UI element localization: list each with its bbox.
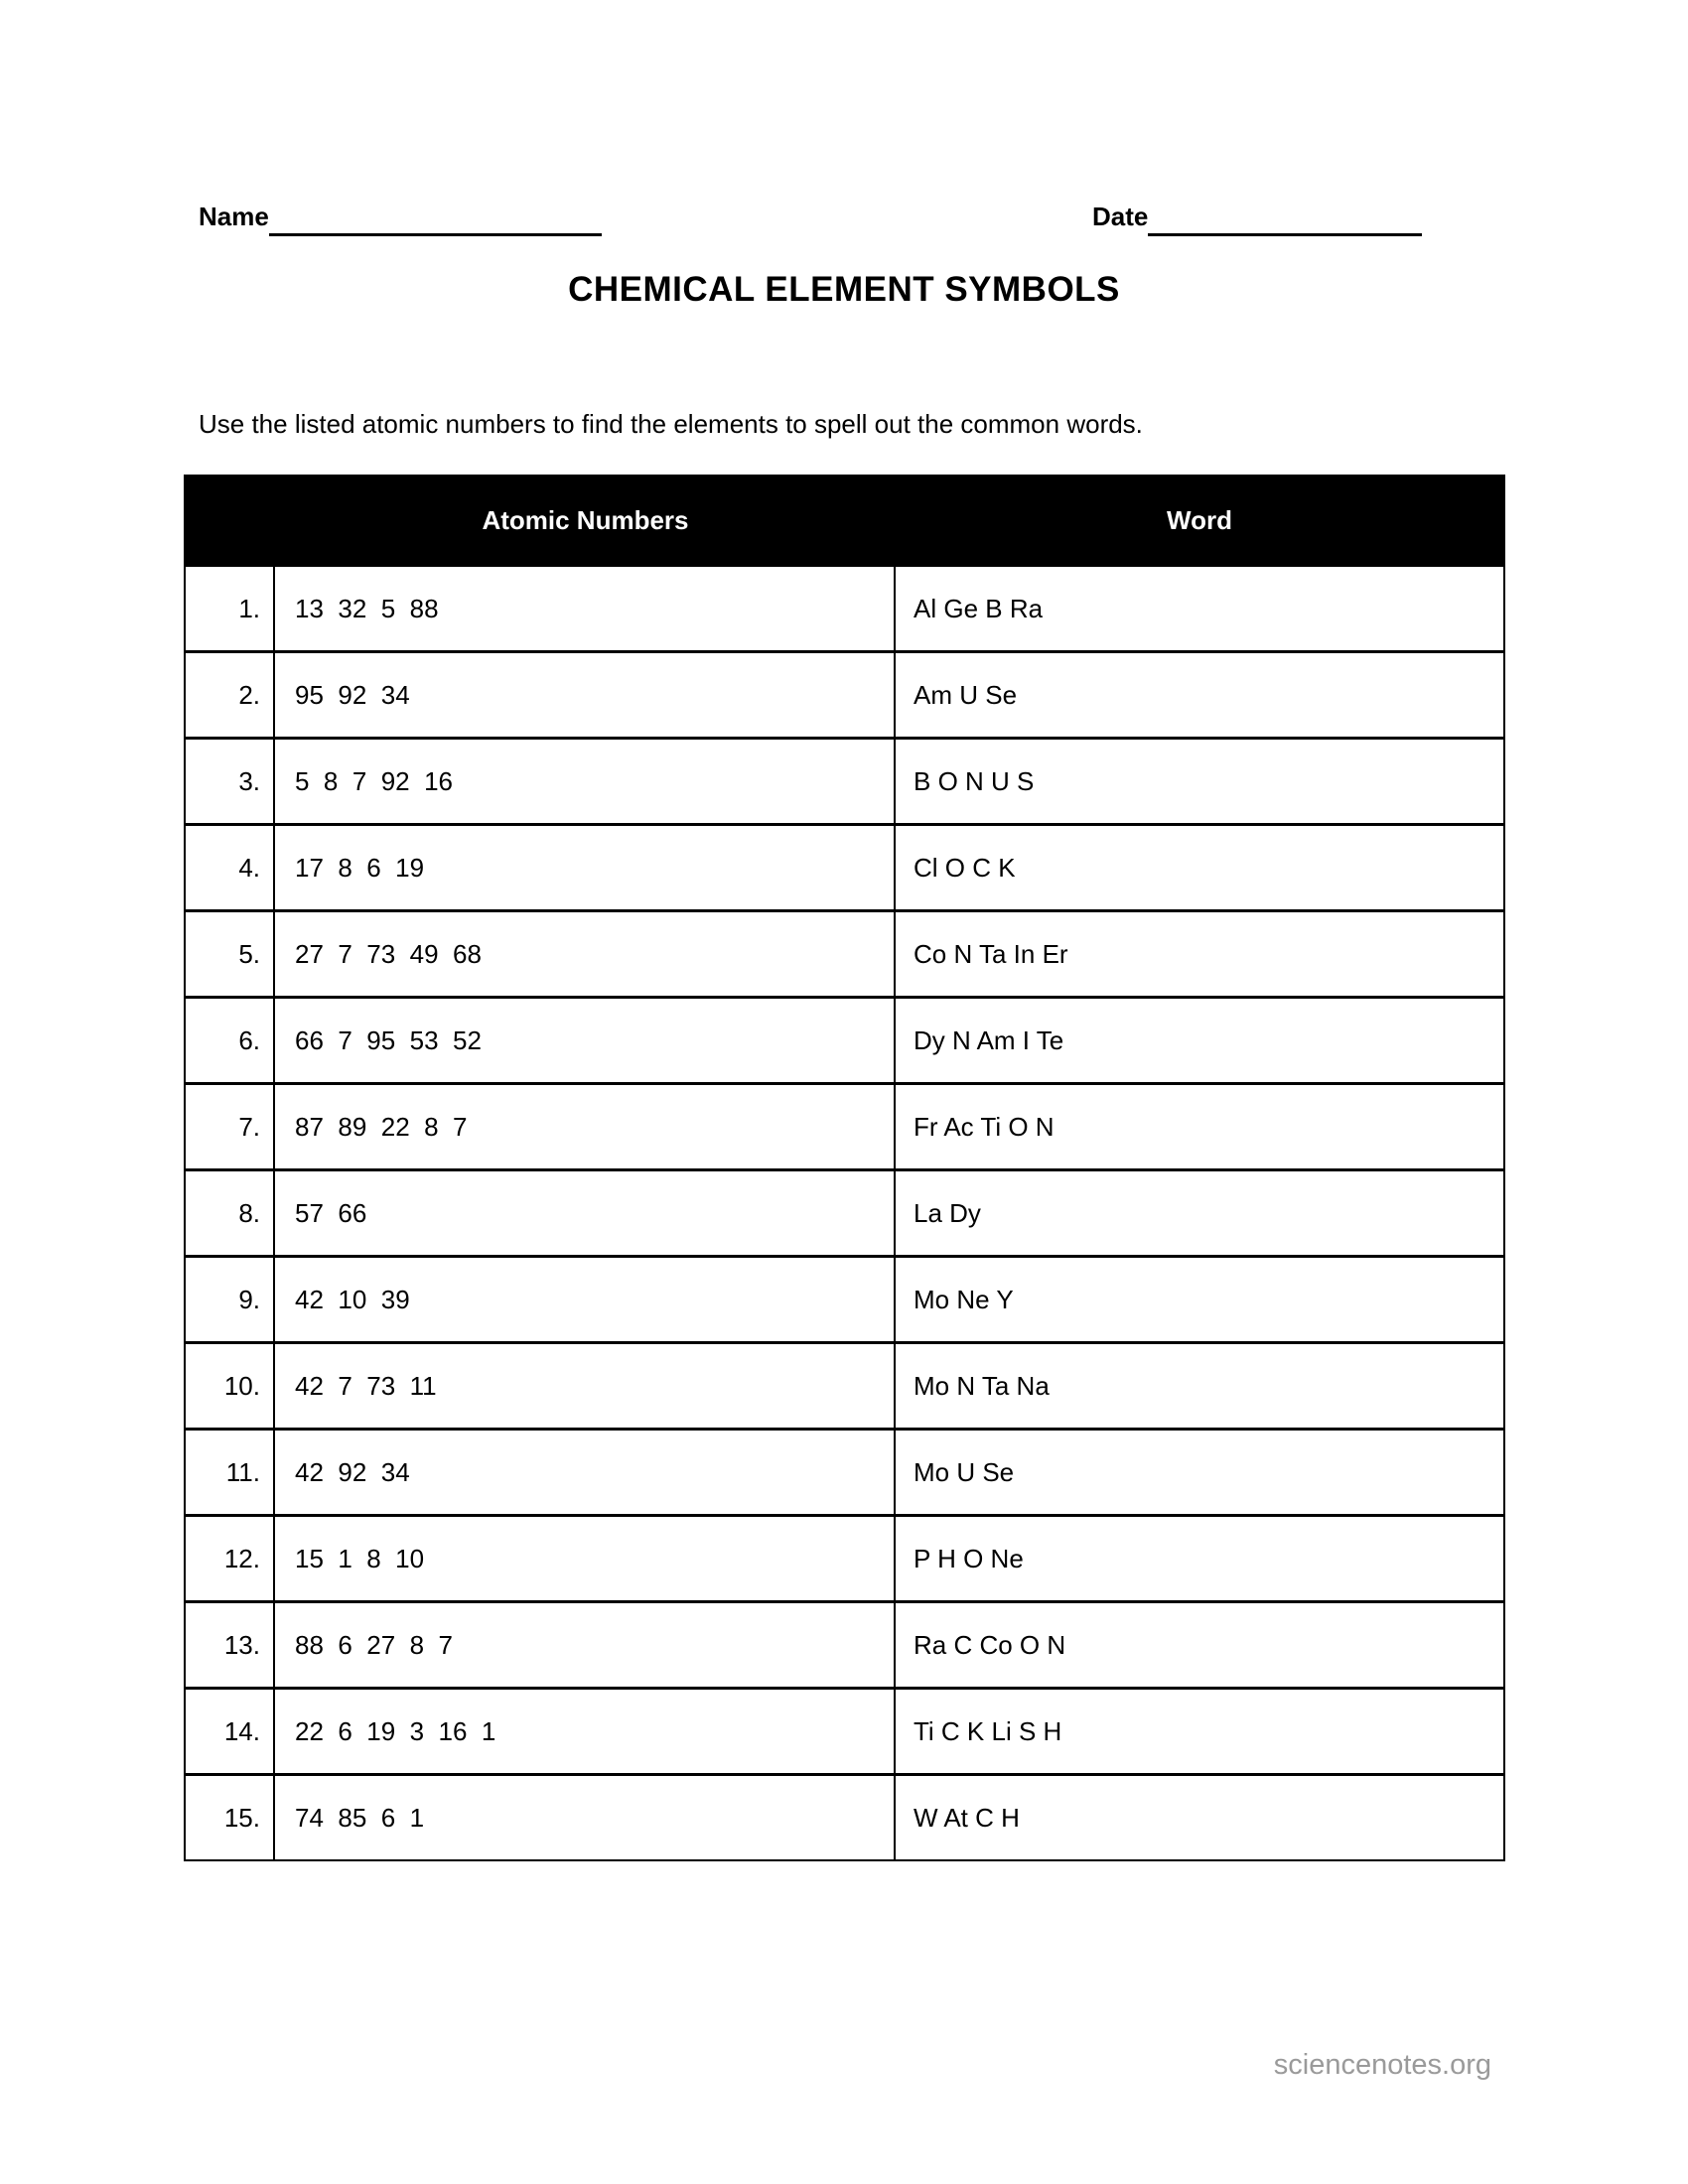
row-number: 2. [186,653,275,737]
word-cell: Al Ge B Ra [914,593,1044,623]
word-cell: W At C H [914,1802,1020,1833]
row-number: 5. [186,912,275,996]
word-cell: Co N Ta In Er [914,938,1068,969]
row-number: 13. [186,1603,275,1687]
row-number: 11. [186,1431,275,1514]
atomic-numbers-cell: 27 7 73 49 68 [275,912,896,996]
header-atomic-numbers: Atomic Numbers [482,504,689,535]
table-header-row [186,477,1503,564]
worksheet-table [184,475,1505,1861]
word-cell: Mo Ne Y [914,1284,1014,1314]
date-field [1092,197,1422,236]
row-number: 8. [186,1171,275,1255]
table-row [186,564,1503,650]
atomic-numbers-cell: 87 89 22 8 7 [275,1085,896,1168]
row-number: 9. [186,1258,275,1341]
row-number: 7. [186,1085,275,1168]
date-blank-line [1148,197,1422,236]
atomic-numbers-cell: 5 8 7 92 16 [275,740,896,823]
footer-site-name: sciencenotes.org [1273,2049,1491,2081]
atomic-numbers-cell: 42 92 34 [275,1431,896,1514]
table-row [186,1600,1503,1687]
word-cell: Cl O C K [914,852,1016,883]
instruction-text: Use the listed atomic numbers to find the elements to spell out the common words. [199,409,1143,439]
table-row [186,737,1503,823]
word-cell: Dy N Am I Te [914,1024,1064,1055]
table-row [186,1255,1503,1341]
row-number: 3. [186,740,275,823]
word-cell: Ra C Co O N [914,1629,1066,1660]
atomic-numbers-cell: 95 92 34 [275,653,896,737]
atomic-numbers-cell: 42 7 73 11 [275,1344,896,1428]
name-blank-line [269,197,602,236]
table-row [186,909,1503,996]
table-body [186,564,1503,1859]
atomic-numbers-cell: 42 10 39 [275,1258,896,1341]
header-cell-empty [186,477,275,564]
word-cell: P H O Ne [914,1543,1024,1573]
atomic-numbers-cell: 57 66 [275,1171,896,1255]
atomic-numbers-cell: 22 6 19 3 16 1 [275,1690,896,1773]
row-number: 12. [186,1517,275,1600]
row-number: 10. [186,1344,275,1428]
word-cell: Mo U Se [914,1456,1015,1487]
word-cell: B O N U S [914,765,1035,796]
atomic-numbers-cell: 17 8 6 19 [275,826,896,909]
table-row [186,1687,1503,1773]
word-cell: Am U Se [914,679,1018,710]
atomic-numbers-cell: 15 1 8 10 [275,1517,896,1600]
row-number: 15. [186,1776,275,1859]
table-row [186,1428,1503,1514]
date-label: Date [1092,202,1149,231]
row-number: 1. [186,567,275,650]
word-cell: Mo N Ta Na [914,1370,1050,1401]
row-number: 6. [186,999,275,1082]
table-row [186,1341,1503,1428]
word-cell: Fr Ac Ti O N [914,1111,1055,1142]
header-word: Word [1167,504,1232,535]
page-title: CHEMICAL ELEMENT SYMBOLS [568,270,1120,309]
atomic-numbers-cell: 88 6 27 8 7 [275,1603,896,1687]
row-number: 14. [186,1690,275,1773]
word-cell: La Dy [914,1197,981,1228]
table-row [186,996,1503,1082]
row-number: 4. [186,826,275,909]
table-row [186,823,1503,909]
name-field [199,197,602,236]
atomic-numbers-cell: 66 7 95 53 52 [275,999,896,1082]
table-row [186,1514,1503,1600]
table-row [186,1773,1503,1859]
word-cell: Ti C K Li S H [914,1715,1062,1746]
atomic-numbers-cell: 13 32 5 88 [275,567,896,650]
atomic-numbers-cell: 74 85 6 1 [275,1776,896,1859]
table-row [186,1168,1503,1255]
name-label: Name [199,202,269,231]
table-row [186,650,1503,737]
table-row [186,1082,1503,1168]
